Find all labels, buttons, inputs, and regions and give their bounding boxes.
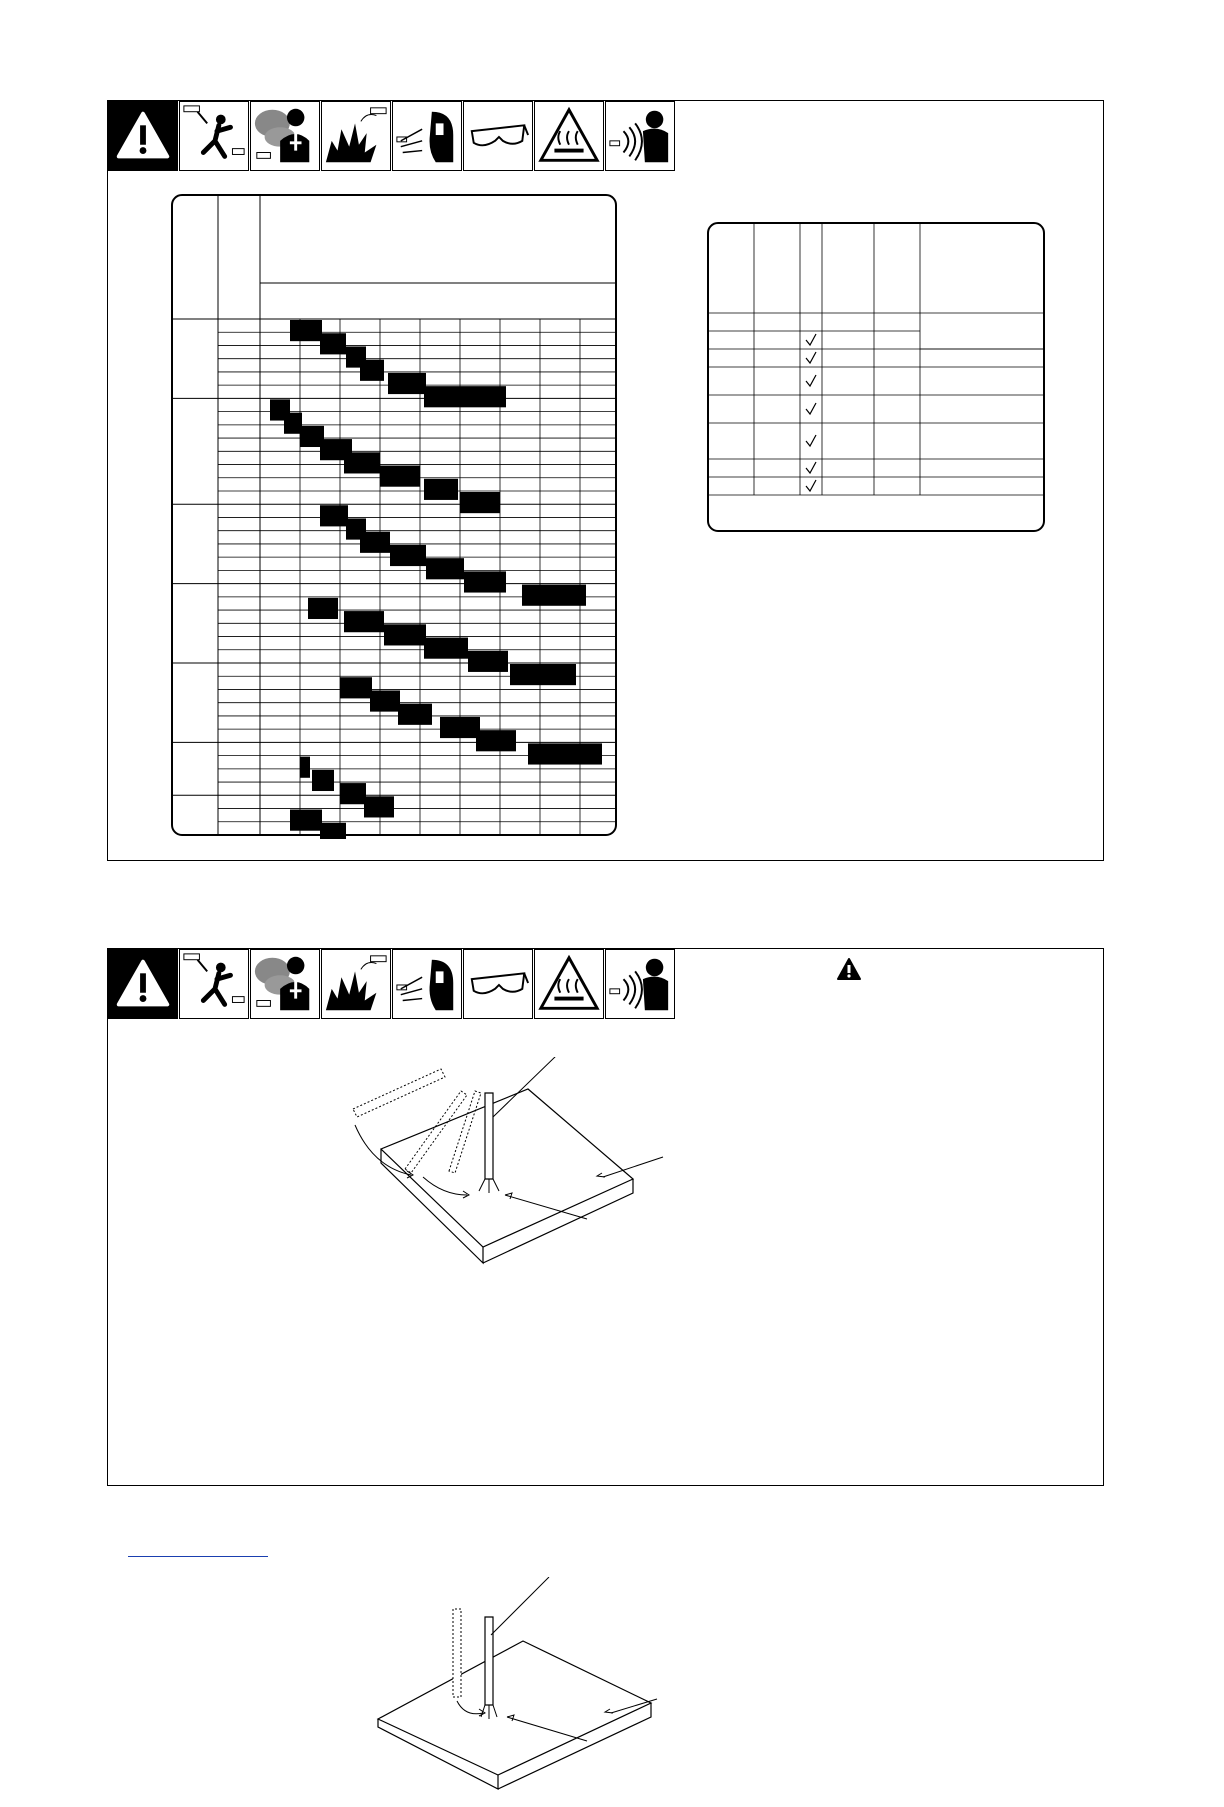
amperage-range-bar <box>360 360 384 381</box>
amperage-range-bar <box>360 532 390 553</box>
amperage-range-bar <box>308 598 338 619</box>
amperage-range-bar <box>510 664 576 685</box>
amperage-range-bar <box>476 730 516 751</box>
check-mark-icon <box>806 334 816 345</box>
arc-rays-helmet-icon <box>392 101 462 171</box>
check-mark-icon <box>806 480 816 491</box>
amperage-range-bar <box>426 558 464 579</box>
amperage-range-bar <box>290 810 322 831</box>
electric-shock-icon <box>179 101 249 171</box>
safety-icon-bar <box>108 101 676 171</box>
amperage-range-bar <box>424 638 468 659</box>
noise-hearing-icon <box>605 101 675 171</box>
check-mark-icon <box>806 403 816 414</box>
amperage-range-bar <box>364 796 394 817</box>
warning-triangle-icon <box>836 957 862 981</box>
amperage-range-bar <box>388 373 426 394</box>
amperage-range-bar <box>320 333 346 354</box>
amperage-range-bar <box>284 413 302 434</box>
amperage-range-bar <box>344 452 380 473</box>
electrode-selection-panel <box>107 100 1104 861</box>
amperage-range-bar <box>340 783 366 804</box>
amperage-range-bar <box>424 386 506 407</box>
arc-rays-helmet-icon <box>392 949 462 1019</box>
safety-glasses-icon <box>463 949 533 1019</box>
amperage-range-bar <box>398 704 432 725</box>
check-mark-icon <box>806 435 816 446</box>
amperage-range-bar <box>340 677 372 698</box>
amperage-range-bar <box>440 717 480 738</box>
tapping-start-illustration <box>373 1577 673 1807</box>
electric-shock-icon <box>179 949 249 1019</box>
amperage-range-bar <box>370 690 400 711</box>
check-mark-icon <box>806 375 816 386</box>
amperage-range-bar <box>344 611 384 632</box>
hot-surface-icon <box>534 101 604 171</box>
amperage-range-bar <box>320 823 346 839</box>
amperage-range-bar <box>528 743 602 764</box>
check-mark-icon <box>806 352 816 363</box>
electrode-selection-table <box>706 221 1048 535</box>
fumes-gases-icon <box>250 949 320 1019</box>
electrode-amperage-chart <box>170 193 620 839</box>
amperage-range-bar <box>300 757 310 778</box>
warning-exclamation-icon <box>108 101 178 171</box>
warning-exclamation-icon <box>108 949 178 1019</box>
scratch-start-illustration <box>343 1057 673 1277</box>
amperage-range-bar <box>424 479 458 500</box>
fumes-gases-icon <box>250 101 320 171</box>
amperage-range-bar <box>464 571 506 592</box>
amperage-range-bar <box>468 651 508 672</box>
noise-hearing-icon <box>605 949 675 1019</box>
amperage-range-bar <box>290 320 322 341</box>
amperage-range-bar <box>522 585 586 606</box>
amperage-range-bar <box>312 770 334 791</box>
arc-striking-panel <box>107 948 1104 1486</box>
fire-explosion-icon <box>321 101 391 171</box>
amperage-range-bar <box>320 505 348 526</box>
fire-explosion-icon <box>321 949 391 1019</box>
safety-icon-bar-2 <box>108 949 676 1019</box>
amperage-range-bar <box>460 492 500 513</box>
hot-surface-icon <box>534 949 604 1019</box>
footer-link-underline[interactable] <box>128 1556 268 1557</box>
check-mark-icon <box>806 462 816 473</box>
amperage-range-bar <box>380 466 420 487</box>
safety-glasses-icon <box>463 101 533 171</box>
amperage-range-bar <box>384 624 426 645</box>
amperage-range-bar <box>390 545 426 566</box>
